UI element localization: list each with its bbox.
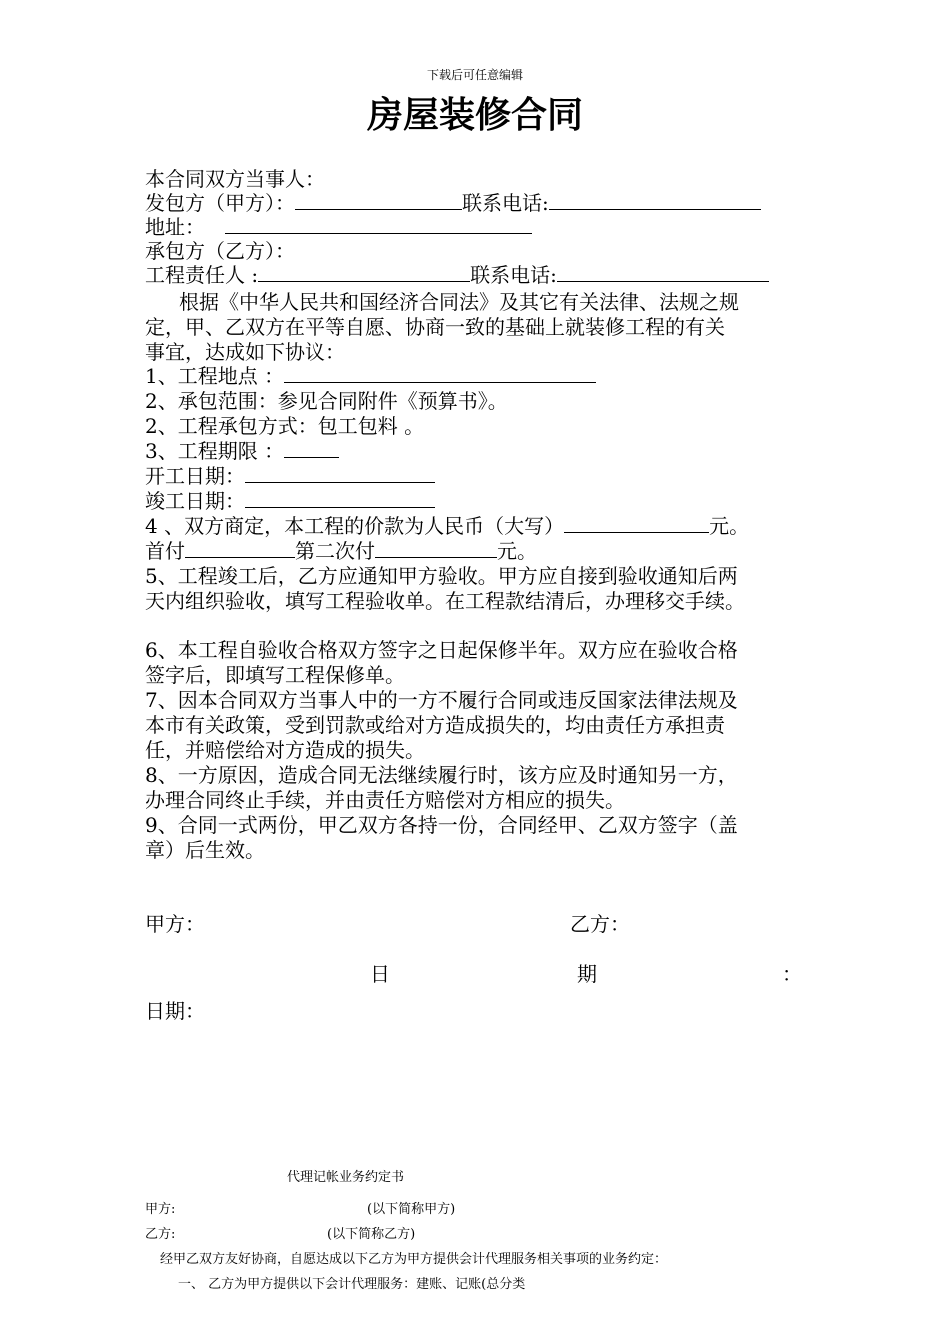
clause-5-line-2: 天内组织验收，填写工程验收单。在工程款结清后，办理移交手续。 (145, 589, 745, 613)
clause-1-blank (284, 364, 596, 383)
end-date-blank (245, 489, 435, 508)
address-row (145, 215, 532, 239)
clause-7-line-2: 本市有关政策，受到罚款或给对方造成损失的，均由责任方承担责 (145, 713, 725, 737)
date-char-ri: 日 (370, 962, 390, 986)
clause-4-suffix: 元。 (709, 514, 750, 538)
clause-2a: 2、承包范围：参见合同附件《预算书》。 (145, 389, 508, 413)
clause-9-line-2: 章）后生效。 (145, 838, 265, 862)
clause-6-line-1: 6、本工程自验收合格双方签字之日起保修半年。双方应在验收合格 (145, 638, 738, 662)
signature-party-b: 乙方： (570, 912, 630, 936)
address-blank (225, 215, 532, 234)
party-a-phone-label: 联系电话: (462, 191, 549, 215)
second-doc-intro: 经甲乙双方友好协商，自愿达成以下乙方为甲方提供会计代理服务相关事项的业务约定： (160, 1252, 668, 1267)
clause-8-line-1: 8、一方原因，造成合同无法继续履行时，该方应及时通知另一方， (145, 763, 738, 787)
preamble-line-3: 事宜，达成如下协议： (145, 340, 345, 364)
responsible-phone-blank (557, 263, 769, 282)
clause-3-row (145, 439, 339, 463)
second-doc-item-1: 一、 乙方为甲方提供以下会计代理服务：建账、记账(总分类 (178, 1277, 526, 1292)
clause-5-line-1: 5、工程竣工后，乙方应通知甲方验收。甲方应自接到验收通知后两 (145, 564, 738, 588)
clause-3-blank (284, 439, 339, 458)
second-doc-title: 代理记帐业务约定书 (287, 1170, 405, 1185)
party-a-phone-blank (549, 191, 761, 210)
second-doc-party-a-note: (以下简称甲方) (367, 1202, 456, 1217)
end-date-label: 竣工日期： (145, 489, 245, 513)
payment-row (145, 539, 537, 563)
clause-8-line-2: 办理合同终止手续，并由责任方赔偿对方相应的损失。 (145, 788, 625, 812)
first-pay-blank (185, 539, 295, 558)
clause-4-row (145, 514, 749, 538)
clause-9-line-1: 9、合同一式两份，甲乙双方各持一份，合同经甲、乙双方签字（盖 (145, 813, 738, 837)
clause-7-line-3: 任，并赔偿给对方造成的损失。 (145, 738, 425, 762)
responsible-row (145, 263, 769, 287)
clause-2b: 2、工程承包方式：包工包料 。 (145, 414, 425, 438)
responsible-blank (258, 263, 470, 282)
preamble-line-1: 根据《中华人民共和国经济合同法》及其它有关法律、法规之规 (179, 290, 739, 314)
first-pay-label: 首付 (145, 539, 185, 563)
second-pay-blank (375, 539, 497, 558)
preamble-line-2: 定，甲、乙双方在平等自愿、协商一致的基础上就装修工程的有关 (145, 315, 725, 339)
party-b-label: 承包方（乙方）： (145, 239, 295, 263)
responsible-label: 工程责任人 : (145, 263, 259, 287)
second-doc-party-a: 甲方: (145, 1202, 176, 1217)
clause-6-line-2: 签字后，即填写工程保修单。 (145, 663, 405, 687)
date-char-colon: ： (782, 962, 802, 986)
page-title: 房屋装修合同 (366, 94, 583, 136)
start-date-blank (245, 464, 435, 483)
header-note: 下载后可任意编辑 (426, 68, 523, 82)
party-a-blank (295, 191, 462, 210)
clause-7-line-1: 7、因本合同双方当事人中的一方不履行合同或违反国家法律法规及 (145, 688, 738, 712)
clause-4-prefix: 4 、双方商定，本工程的价款为人民币（大写） (145, 514, 565, 538)
second-doc-party-b: 乙方: (145, 1227, 176, 1242)
signature-party-a: 甲方： (145, 912, 205, 936)
start-date-label: 开工日期： (145, 464, 245, 488)
payment-yuan: 元。 (497, 539, 537, 563)
responsible-phone-label: 联系电话: (470, 263, 557, 287)
clause-1-label: 1、工程地点 ： (145, 364, 285, 388)
date-char-qi: 期 (577, 962, 597, 986)
parties-intro: 本合同双方当事人： (145, 167, 325, 191)
address-label: 地址： (145, 215, 205, 239)
clause-1-row (145, 364, 596, 388)
start-date-row (145, 464, 435, 488)
date-label: 日期： (145, 999, 205, 1023)
clause-4-blank (564, 514, 709, 533)
end-date-row (145, 489, 435, 513)
second-pay-label: 第二次付 (295, 539, 375, 563)
party-a-row (145, 191, 761, 215)
party-a-label: 发包方（甲方）： (145, 191, 295, 215)
second-doc-party-b-note: (以下简称乙方) (327, 1227, 416, 1242)
clause-3-label: 3、工程期限 ： (145, 439, 285, 463)
